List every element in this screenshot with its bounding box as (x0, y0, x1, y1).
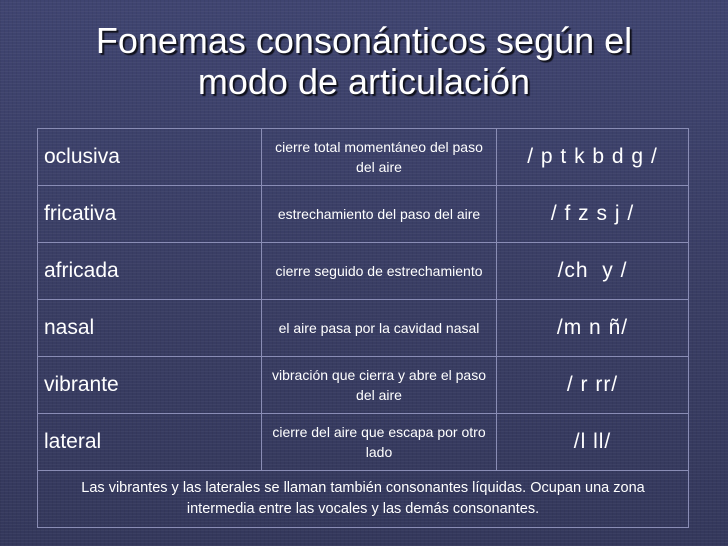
description-cell: cierre seguido de estrechamiento (262, 243, 497, 300)
phonemes-cell: / f z s j / (497, 186, 689, 243)
description-cell: estrechamiento del paso del aire (262, 186, 497, 243)
phonemes-cell: /m n ñ/ (497, 300, 689, 357)
mode-cell: lateral (38, 414, 262, 471)
table-row (38, 300, 689, 357)
table-footer-row (38, 471, 689, 528)
phoneme-table-container (37, 128, 689, 528)
mode-cell: africada (38, 243, 262, 300)
table-row (38, 129, 689, 186)
phonemes-cell: /ch y / (497, 243, 689, 300)
phonemes-cell: / r rr/ (497, 357, 689, 414)
table-row (38, 243, 689, 300)
phonemes-cell: /l ll/ (497, 414, 689, 471)
description-cell: vibración que cierra y abre el paso del aire (262, 357, 497, 414)
description-cell: cierre del aire que escapa por otro lado (262, 414, 497, 471)
mode-cell: vibrante (38, 357, 262, 414)
description-cell: el aire pasa por la cavidad nasal (262, 300, 497, 357)
table-row (38, 186, 689, 243)
description-cell: cierre total momentáneo del paso del aire (262, 129, 497, 186)
mode-cell: oclusiva (38, 129, 262, 186)
footer-note: Las vibrantes y las laterales se llaman también consonantes líquidas. Ocupan una zona intermedia entre las vocales y las demás consonantes. (38, 471, 689, 528)
slide-title (40, 20, 688, 102)
slide-title-line-1: Fonemas consonánticos según el (95, 20, 633, 61)
table-row (38, 357, 689, 414)
phonemes-cell: / p t k b d g / (497, 129, 689, 186)
phoneme-table (37, 128, 689, 528)
table-row (38, 414, 689, 471)
mode-cell: fricativa (38, 186, 262, 243)
mode-cell: nasal (38, 300, 262, 357)
slide-title-line-2: modo de articulación (197, 61, 531, 102)
